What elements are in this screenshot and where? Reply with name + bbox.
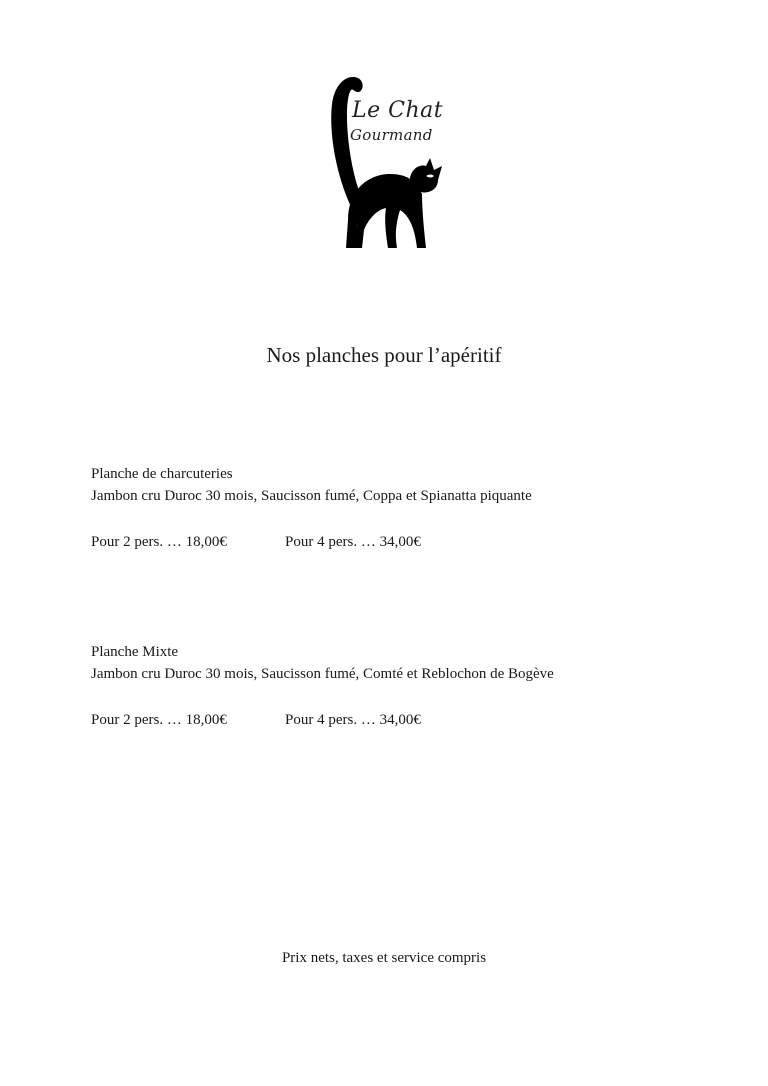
menu-section-mixte [91,641,711,731]
menu-section-charcuteries [91,463,711,553]
price-4-persons: Pour 4 pers. … 34,00€ [285,534,421,550]
price-2-persons: Pour 2 pers. … 18,00€ [91,712,227,728]
section-prices [91,709,711,731]
price-4-persons: Pour 4 pers. … 34,00€ [285,712,421,728]
section-prices [91,531,711,553]
page-title: Nos planches pour l’apéritif [266,343,502,367]
logo-name-line1: Le Chat [352,98,444,123]
price-2-persons: Pour 2 pers. … 18,00€ [91,534,227,550]
section-description: Jambon cru Duroc 30 mois, Saucisson fumé, Comté et Reblochon de Bogève [91,666,554,682]
section-name: Planche Mixte [91,644,179,660]
logo-name-line2: Gourmand [350,126,433,144]
section-name: Planche de charcuteries [91,466,233,482]
section-description: Jambon cru Duroc 30 mois, Saucisson fumé, Coppa et Spianatta piquante [91,488,532,504]
footer-note: Prix nets, taxes et service compris [281,950,487,966]
